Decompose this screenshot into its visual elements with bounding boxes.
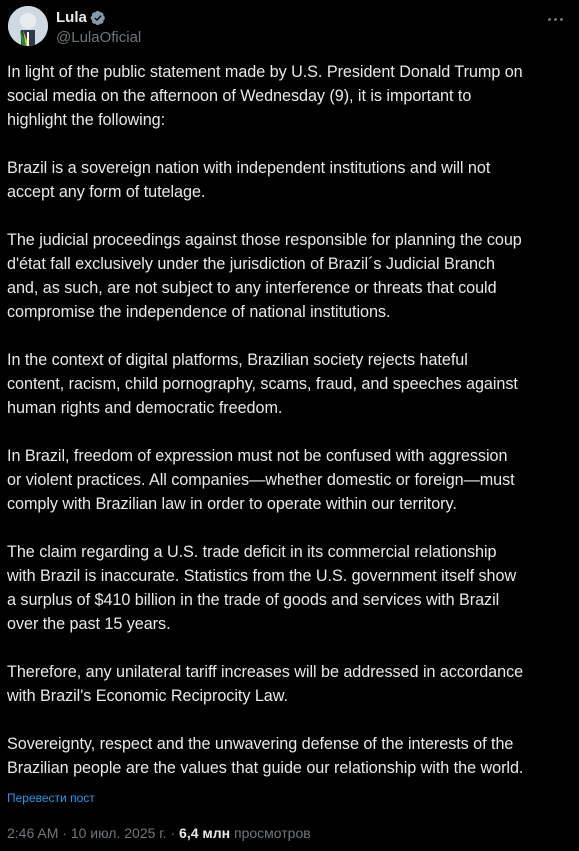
author-display-name[interactable]: Lula xyxy=(56,9,87,26)
author-name-row xyxy=(56,8,106,28)
more-horizontal-icon[interactable] xyxy=(541,10,569,28)
post-paragraph: Sovereignty, respect and the unwavering defense of the interests of the Brazilian people are the values that guide our relationship with the world. xyxy=(7,735,524,777)
post-meta xyxy=(7,823,311,843)
post-paragraph: The claim regarding a U.S. trade deficit in its commercial relationship with Brazil is inaccurate. Statistics from the U.S. government itself show a surplus of $410 billion in the trade of goods and services with Brazil over the past 15 years. xyxy=(7,543,517,633)
post-paragraph: In the context of digital platforms, Brazilian society rejects hateful content, racism, child pornography, scams, fraud, and speeches against human rights and democratic freedom. xyxy=(7,351,518,417)
author-handle[interactable]: @LulaOficial xyxy=(56,29,142,46)
avatar[interactable] xyxy=(8,6,48,46)
meta-separator: · xyxy=(58,825,71,841)
post-header xyxy=(8,6,571,48)
more-dot xyxy=(554,18,557,21)
post-paragraph: Therefore, any unilateral tariff increases will be addressed in accordance with Brazil's Economic Reciprocity Law. xyxy=(7,663,524,705)
post-time[interactable]: 2:46 AM xyxy=(7,825,59,841)
views-count[interactable]: 6,4 млн xyxy=(179,825,231,841)
verified-badge-icon xyxy=(90,10,106,26)
post-date[interactable]: 10 июл. 2025 г. xyxy=(70,825,167,841)
more-dot xyxy=(560,18,563,21)
post-paragraph: In light of the public statement made by U.S. President Donald Trump on social media on the afternoon of Wednesday (9), it is important to highlight the following: xyxy=(7,63,523,129)
more-dot xyxy=(548,18,551,21)
views-label: просмотров xyxy=(230,825,311,841)
post-text xyxy=(7,60,577,780)
translate-post-link[interactable]: Перевести пост xyxy=(7,791,95,805)
post-paragraph: The judicial proceedings against those responsible for planning the coup d'état fall exclusively under the jurisdiction of Brazil´s Judicial Branch and, as such, are not subject to any interference or threats that could compromise the independence of national institutions. xyxy=(7,231,522,321)
post-paragraph: In Brazil, freedom of expression must not be confused with aggression or violent practices. All companies—whether domestic or foreign—must comply with Brazilian law in order to operate within our territory. xyxy=(7,447,515,513)
meta-separator: · xyxy=(166,825,180,841)
post-paragraph: Brazil is a sovereign nation with independent institutions and will not accept any form of tutelage. xyxy=(7,159,491,201)
